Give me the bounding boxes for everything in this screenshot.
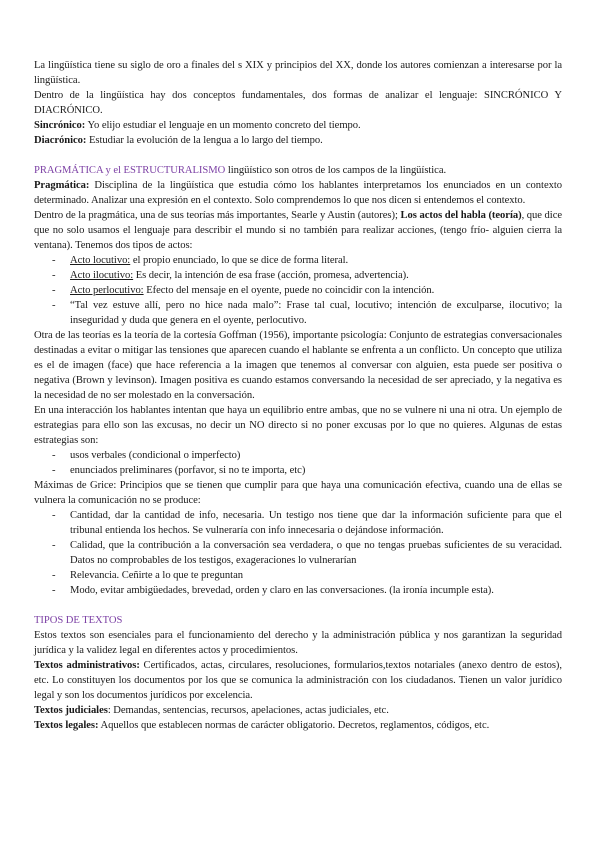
intro-paragraph-1: La lingüística tiene su siglo de oro a finales del s XIX y principios del XX, donde los autores comienzan a interesarse por la lingüística. <box>34 60 562 86</box>
acto-text: Efecto del mensaje en el oyente, puede no coincidir con la intención. <box>143 285 435 296</box>
legales-term: Textos legales: <box>34 720 99 731</box>
acto-term: Acto perlocutivo: <box>70 285 144 296</box>
heading-tail: lingüístico son otros de los campos de la lingüística. <box>225 165 447 176</box>
teoria-pre: Dentro de la pragmática, una de sus teorías más importantes, Searle y Austin (autores); <box>34 210 401 221</box>
section-heading-pragmatica: PRAGMÁTICA y el ESTRUCTURALISMO <box>34 165 226 176</box>
grice-paragraph: Máximas de Grice: Principios que se tienen que cumplir para que haya una comunicación efectiva, cuando una de ellas se vulnera la comunicación no se produce: <box>34 480 562 506</box>
spacer <box>34 148 562 163</box>
list-item <box>34 283 562 298</box>
judiciales-text: : Demandas, sentencias, recursos, apelaciones, actas judiciales, etc. <box>107 705 389 716</box>
acto-term: Acto ilocutivo: <box>70 270 134 281</box>
spacer <box>34 598 562 613</box>
textos-intro: Estos textos son esenciales para el funcionamiento del derecho y la administración pública y nos garantizan la seguridad jurídica y la validez legal en diferentes actos y procedimientos. <box>34 630 562 656</box>
list-item: - Cantidad, dar la cantidad de info, necesaria. Un testigo nos tiene que dar la información suficiente para que el tribunal entienda los hechos. Se vulneraría con info innecesaria o dejándose información. <box>34 508 562 538</box>
pragmatica-definition <box>34 178 562 208</box>
teoria-post: , que dice que no solo usamos el lenguaje para describir el mundo si no también para realizar acciones, (tengo frío- alguien cierra la ventana). Tenemos dos tipos de actos: <box>34 210 562 251</box>
acto-term: Acto locutivo: <box>70 255 131 266</box>
list-item: - Relevancia. Ceñirte a lo que te preguntan <box>34 568 562 583</box>
cortesia-paragraph: Otra de las teorías es la teoría de la cortesía Goffman (1956), importante psicología: Conjunto de estrategias conversacionales destinadas a evitar o mitigar las tensiones que aparecen cuando el hablante se enfrenta a un conflicto. Un concepto que utiliza es el de imagen (face) que hace referencia a la imagen que tenemos al conversar con alguien, esta puede ser positiva o negativa (Brown y levinson). Imagen positiva es cuando estamos conversando la necesidad de ser apreciado, y la negativa es la necesidad de no ser molestado en la conversación. <box>34 330 562 401</box>
admin-definition <box>34 658 562 703</box>
pragmatica-text: Disciplina de la lingüística que estudia cómo los hablantes interpretamos los enunciados en un contexto determinado. Analizar una expresión en el contexto. Solo comprendemos lo que nos dicen si entendemos el contexto. <box>34 180 562 206</box>
pragmatica-heading-line <box>34 163 562 178</box>
admin-text: Certificados, actas, circulares, resoluciones, formularios,textos notariales (anexo dentro de estos), etc. Lo constituyen los documentos por los que se comunica la administración con los ciudadanos. Tienen un valor jurídico legal y son los documentos jurídicos por excelencia. <box>34 660 562 701</box>
sincronico-definition <box>34 118 562 133</box>
estrategias-list <box>34 448 562 478</box>
admin-term: Textos administrativos: <box>34 660 140 671</box>
diacronico-definition <box>34 133 562 148</box>
teoria-term: Los actos del habla (teoría) <box>400 210 522 221</box>
list-item <box>34 298 562 328</box>
diacronico-term: Diacrónico: <box>34 135 87 146</box>
list-item <box>34 268 562 283</box>
acto-example: “Tal vez estuve allí, pero no hice nada malo”: Frase tal cual, locutivo; intención de exculparse, ilocutivo; la inseguridad y duda que genera en el oyente, perlocutivo. <box>70 300 562 326</box>
sincronico-term: Sincrónico: <box>34 120 86 131</box>
actos-list <box>34 253 562 328</box>
maximas-list <box>34 508 562 598</box>
acto-text: Es decir, la intención de esa frase (acción, promesa, advertencia). <box>133 270 409 281</box>
list-item <box>34 253 562 268</box>
list-item: - Calidad, que la contribución a la conversación sea verdadera, o que no tengas pruebas suficientes de su veracidad. Datos no comprobables de los testigos, exageraciones lo vulnerarían <box>34 538 562 568</box>
list-item: - usos verbales (condicional o imperfecto) <box>34 448 562 463</box>
intro-paragraph-2: Dentro de la lingüística hay dos conceptos fundamentales, dos formas de analizar el lenguaje: SINCRÓNICO Y DIACRÓNICO. <box>34 90 562 116</box>
section-heading-textos: TIPOS DE TEXTOS <box>34 615 123 626</box>
judiciales-term: Textos judiciales <box>34 705 108 716</box>
diacronico-text: Estudiar la evolución de la lengua a lo largo del tiempo. <box>86 135 323 146</box>
list-item: - Modo, evitar ambigüedades, brevedad, orden y claro en las conversaciones. (la ironía incumple esta). <box>34 583 562 598</box>
list-item: - enunciados preliminares (porfavor, si no te importa, etc) <box>34 463 562 478</box>
sincronico-text: Yo elijo estudiar el lenguaje en un momento concreto del tiempo. <box>85 120 361 131</box>
interaccion-paragraph: En una interacción los hablantes intentan que haya un equilibrio entre ambas, que no se vulnere ni una ni otra. Un ejemplo de estrategias para ello son las excusas, no decir un NO directo si no poner excusas por lo que no quieres. Algunas de estas estrategias son: <box>34 405 562 446</box>
judiciales-definition <box>34 703 562 718</box>
legales-definition <box>34 718 562 733</box>
acto-text: el propio enunciado, lo que se dice de forma literal. <box>130 255 349 266</box>
teoria-paragraph <box>34 208 562 253</box>
pragmatica-term: Pragmática: <box>34 180 90 191</box>
legales-text: Aquellos que establecen normas de carácter obligatorio. Decretos, reglamentos, códigos, etc. <box>98 720 490 731</box>
document-page <box>34 58 562 733</box>
